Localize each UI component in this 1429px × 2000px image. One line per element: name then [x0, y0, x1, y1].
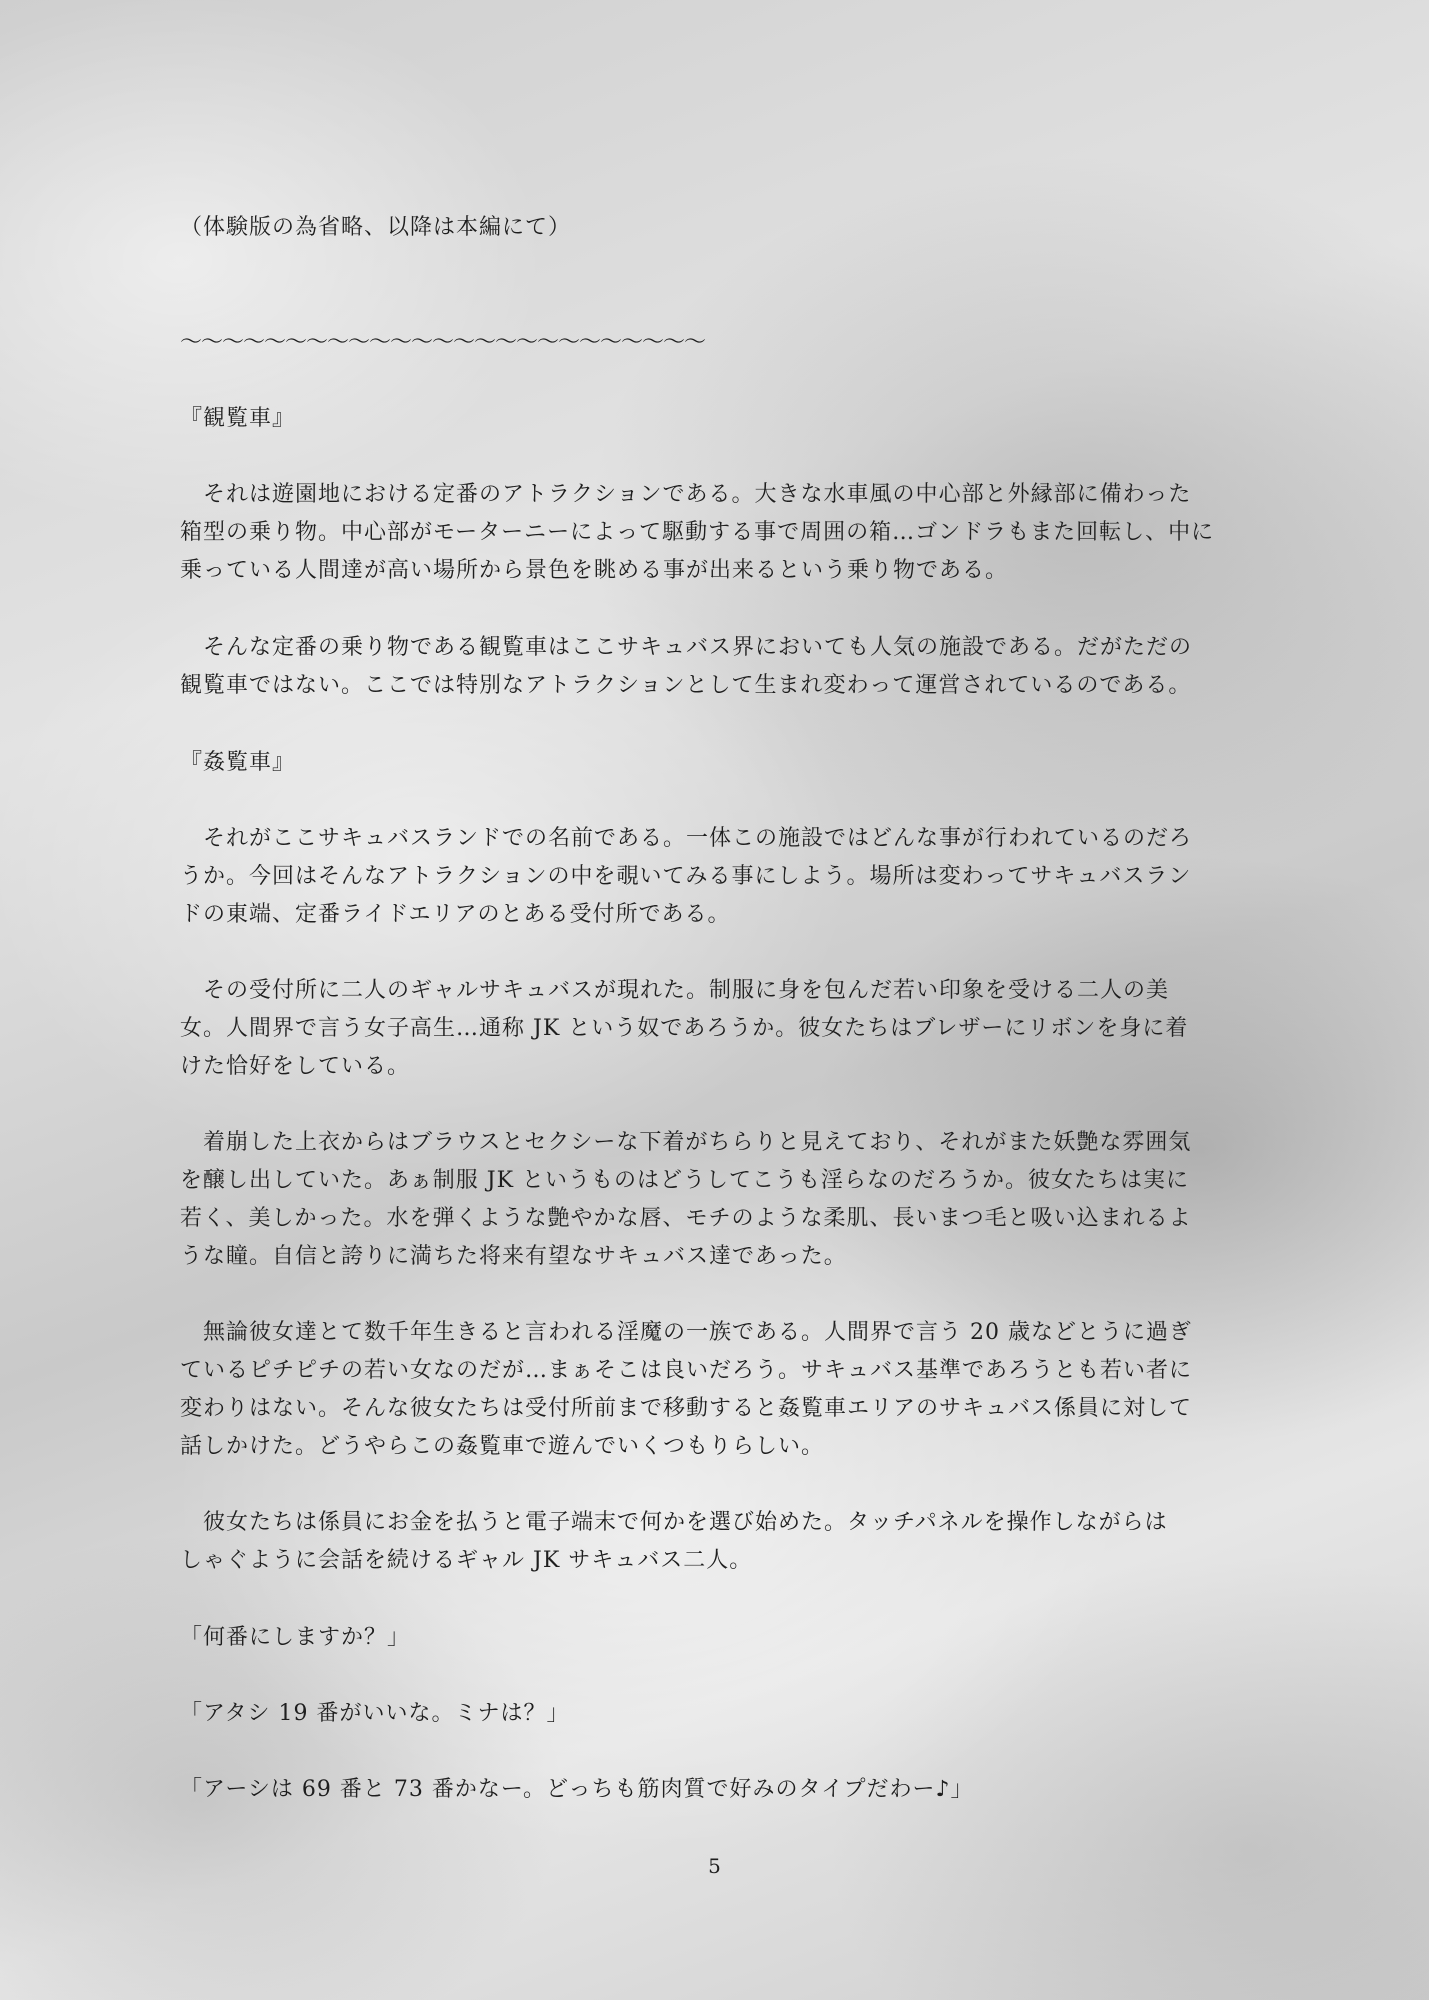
paragraph-line: 観覧車ではない。ここでは特別なアトラクションとして生まれ変わって運営されているのである。 — [180, 673, 1192, 698]
paragraph-line: しゃぐように会話を続けるギャル JK サキュバス二人。 — [180, 1548, 753, 1573]
paragraph-line: 乗っている人間達が高い場所から景色を眺める事が出来るという乗り物である。 — [180, 558, 1009, 583]
dialogue-line: 「何番にしますか？」 — [180, 1625, 411, 1650]
paragraph-line: ドの東端、定番ライドエリアのとある受付所である。 — [180, 902, 731, 927]
paragraph-line: ているピチピチの若い女なのだが…まぁそこは良いだろう。サキュバス基準であろうとも若い者に — [180, 1358, 1193, 1383]
paragraph-line: 女。人間界で言う女子高生…通称 JK という奴であろうか。彼女たちはブレザーにリボンを身に着 — [180, 1016, 1189, 1041]
dialogue-line: 「アタシ 19 番がいいな。ミナは？」 — [180, 1701, 570, 1726]
paragraph-line: それは遊園地における定番のアトラクションである。大きな水車風の中心部と外縁部に備わった — [180, 482, 1192, 507]
dialogue-line: 「アーシは 69 番と 73 番かなー。どっちも筋肉質で好みのタイプだわー♪」 — [180, 1777, 974, 1802]
omission-note: （体験版の為省略、以降は本編にて） — [180, 215, 572, 240]
paragraph-line: けた恰好をしている。 — [180, 1054, 411, 1079]
paragraph-line: 話しかけた。どうやらこの姦覧車で遊んでいくつもりらしい。 — [180, 1434, 825, 1459]
paragraph-line: うな瞳。自信と誇りに満ちた将来有望なサキュバス達であった。 — [180, 1244, 847, 1269]
section-separator: 〜〜〜〜〜〜〜〜〜〜〜〜〜〜〜〜〜〜〜〜〜〜〜〜〜 — [180, 330, 706, 355]
paragraph-line: それがここサキュバスランドでの名前である。一体この施設ではどんな事が行われているのだろ — [180, 826, 1193, 851]
paragraph-line: うか。今回はそんなアトラクションの中を覗いてみる事にしよう。場所は変わってサキュバスラン — [180, 864, 1192, 889]
paragraph-line: 着崩した上衣からはブラウスとセクシーな下着がちらりと見えており、それがまた妖艶な雰囲気 — [180, 1130, 1192, 1155]
paragraph-line: 変わりはない。そんな彼女たちは受付所前まで移動すると姦覧車エリアのサキュバス係員に対して — [180, 1396, 1193, 1421]
paragraph-line: 箱型の乗り物。中心部がモーターニーによって駆動する事で周囲の箱…ゴンドラもまた回転し、中に — [180, 520, 1215, 545]
paragraph-line: 若く、美しかった。水を弾くような艶やかな唇、モチのような柔肌、長いまつ毛と吸い込まれるよ — [180, 1206, 1192, 1231]
paragraph-line: その受付所に二人のギャルサキュバスが現れた。制服に身を包んだ若い印象を受ける二人の美 — [180, 978, 1170, 1003]
paragraph-line: 無論彼女達とて数千年生きると言われる淫魔の一族である。人間界で言う 20 歳などとうに過ぎ — [180, 1320, 1192, 1345]
paragraph-line: そんな定番の乗り物である観覧車はここサキュバス界においても人気の施設である。だがただの — [180, 635, 1193, 660]
heading-kanransha: 『姦覧車』 — [180, 750, 296, 775]
paragraph-line: を醸し出していた。あぁ制服 JK というものはどうしてこうも淫らなのだろうか。彼女たちは実に — [180, 1168, 1190, 1193]
page-number: 5 — [708, 1854, 721, 1878]
paragraph-line: 彼女たちは係員にお金を払うと電子端末で何かを選び始めた。タッチパネルを操作しながらは — [180, 1510, 1168, 1535]
heading-ferris-wheel: 『観覧車』 — [180, 406, 296, 431]
